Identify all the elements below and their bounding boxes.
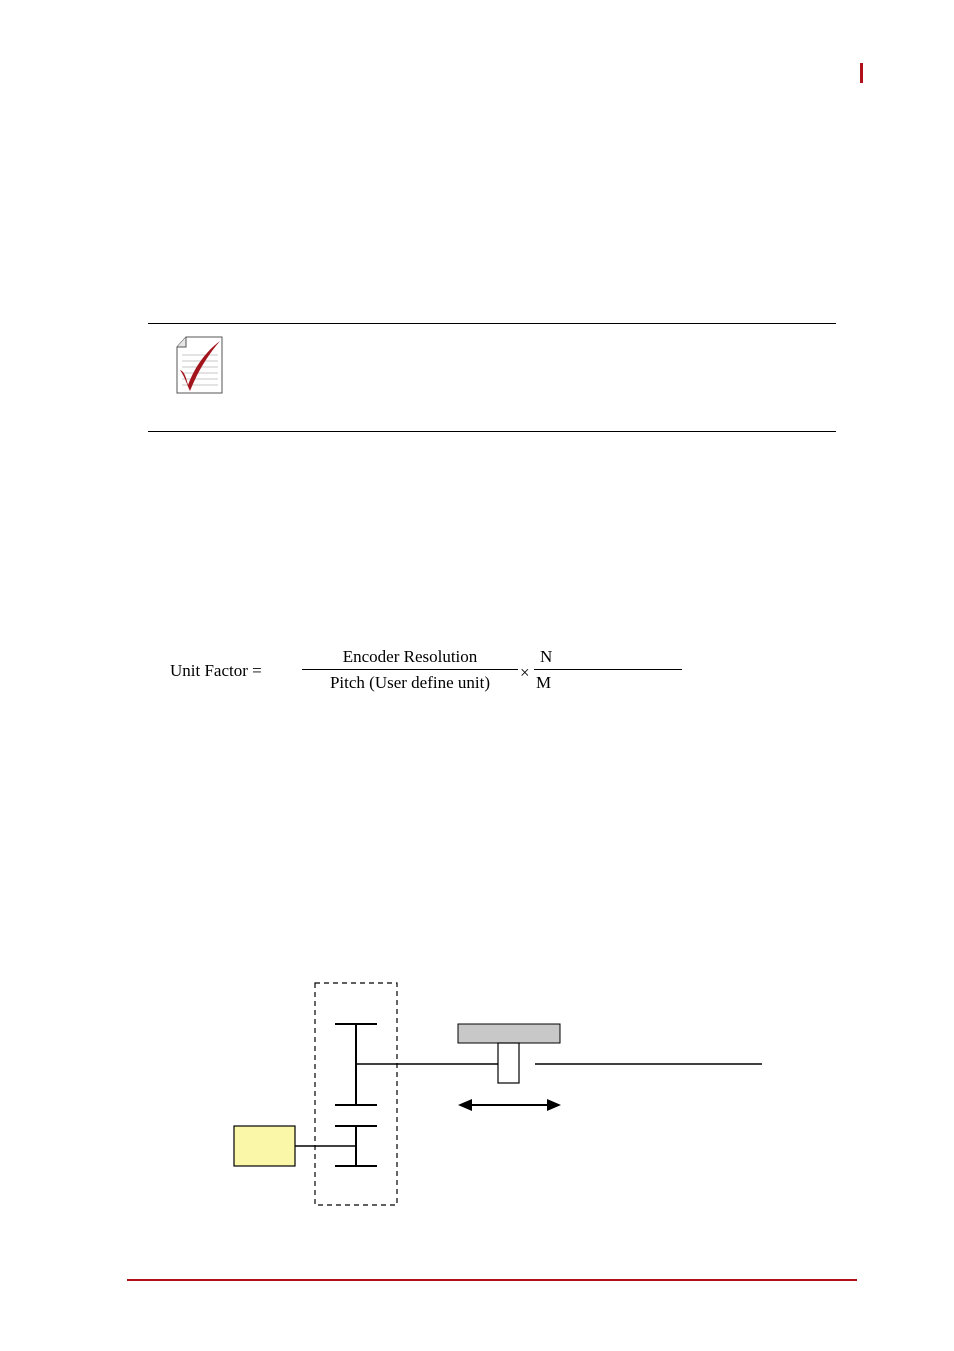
formula-operator: × [520, 663, 530, 682]
formula-numerator-1: Encoder Resolution [342, 647, 478, 666]
note-top-rule [148, 323, 836, 324]
formula-lhs: Unit Factor = [170, 661, 262, 680]
footer-rule [127, 1279, 857, 1281]
header-marker [860, 63, 863, 83]
screw-nut [498, 1043, 519, 1083]
gearbox-dashed-box [315, 983, 397, 1205]
arrow-right-head [547, 1099, 561, 1111]
formula-numerator-2: N [540, 647, 553, 666]
fraction-bar-1 [302, 669, 518, 670]
fraction-encoder-over-pitch [302, 648, 518, 691]
fraction-bar-2 [534, 669, 682, 670]
formula-denominator-1: Pitch (User define unit) [329, 673, 491, 692]
fraction-n-over-m [534, 648, 682, 691]
note-bottom-rule [148, 431, 836, 432]
moving-table [458, 1024, 560, 1043]
checklist-document-icon [174, 335, 224, 395]
arrow-left-head [458, 1099, 472, 1111]
formula-denominator-2: M [536, 673, 552, 692]
motor-box [234, 1126, 295, 1166]
